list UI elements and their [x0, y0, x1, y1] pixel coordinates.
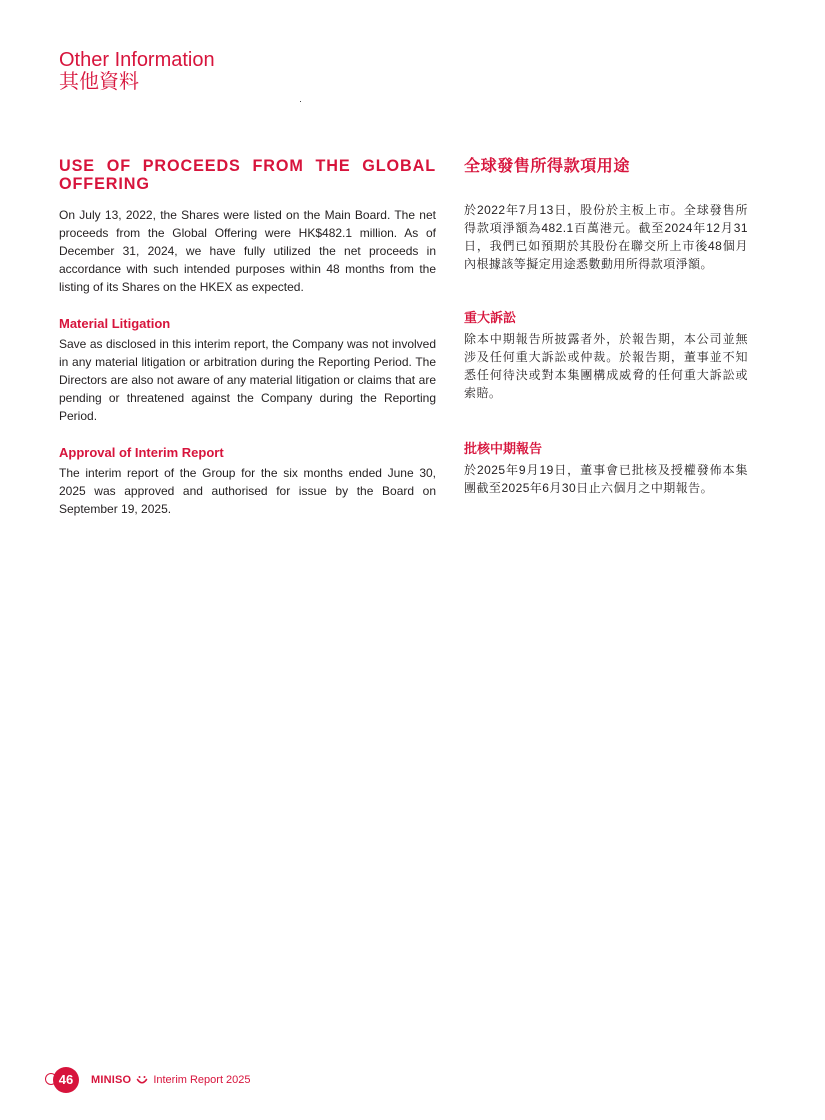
- litigation-heading-en: Material Litigation: [59, 316, 171, 331]
- approval-heading-zh: 批核中期報告: [464, 441, 543, 456]
- approval-body-en: The interim report of the Group for the six months ended June 30, 2025 was approved and authorised for issue by the Board on September 19, 2025.: [59, 466, 436, 516]
- english-column: [59, 157, 436, 518]
- page-number-badge: [45, 1067, 81, 1093]
- approval-heading-en: Approval of Interim Report: [59, 445, 224, 460]
- report-title: Interim Report 2025: [153, 1074, 251, 1086]
- proceeds-body-zh: 於2022年7月13日，股份於主板上市。全球發售所得款項淨額為482.1百萬港元。截至2024年12月31日，我們已如預期於其股份在聯交所上市後48個月內根據該等擬定用途悉數動用所得款項淨額。: [464, 203, 748, 271]
- proceeds-body-en: On July 13, 2022, the Shares were listed on the Main Board. The net proceeds from the Global Offering were HK$482.1 million. As of December 31, 2024, we have fully utilized the net proceeds in accordance with such intended purposes within 48 months from the listing of its Shares on the HKEX as expected.: [59, 208, 436, 294]
- page-header: [59, 49, 215, 93]
- litigation-heading-zh: 重大訴訟: [464, 310, 517, 325]
- page-footer: [45, 1067, 251, 1093]
- proceeds-heading-zh: 全球發售所得款項用途: [464, 158, 631, 175]
- page-number: 46: [53, 1067, 79, 1093]
- decorative-dot: [300, 101, 301, 102]
- proceeds-heading-en: USE OF PROCEEDS FROM THE GLOBAL OFFERING: [59, 157, 436, 193]
- page-title-en: Other Information: [59, 49, 215, 71]
- brand-name: MINISO: [91, 1074, 132, 1086]
- litigation-body-zh: 除本中期報告所披露者外，於報告期，本公司並無涉及任何重大訴訟或仲裁。於報告期，董事並不知悉任何待決或對本集團構成威脅的任何重大訴訟或索賠。: [464, 332, 748, 400]
- smile-logo-icon: [136, 1074, 148, 1086]
- approval-body-zh: 於2025年9月19日，董事會已批核及授權發佈本集團截至2025年6月30日止六個月之中期報告。: [464, 463, 748, 495]
- page-title-zh: 其他資料: [59, 71, 139, 93]
- chinese-column: [464, 157, 748, 497]
- litigation-body-en: Save as disclosed in this interim report, the Company was not involved in any material litigation or arbitration during the Reporting Period. The Directors are also not aware of any material litigation or claims that are pending or threatened against the Company during the Reporting Period.: [59, 337, 436, 423]
